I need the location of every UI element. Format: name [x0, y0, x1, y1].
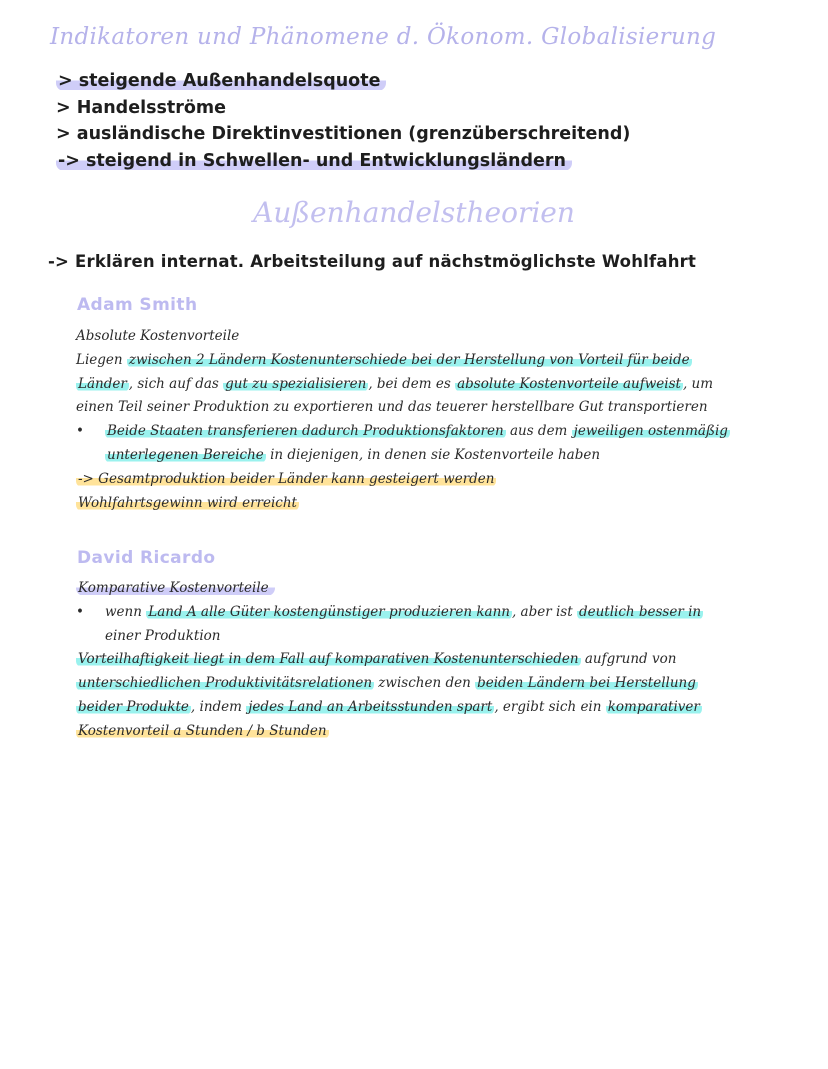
ricardo-section: [76, 577, 703, 744]
text-line: einer Produktion: [105, 627, 221, 644]
bullet-item: • wenn Land A alle Güter kostengünstiger produzieren kann , aber ist deutlich besser in: [76, 601, 703, 625]
bullet-dot: •: [76, 423, 84, 440]
indicator-list: [56, 68, 630, 174]
theory-statement: -> Erklären internat. Arbeitsteilung auf nächstmöglichste Wohlfahrt: [48, 252, 697, 271]
text-line: beider Produkte , indem jedes Land an Arbeitsstunden spart , ergibt sich ein komparativer: [78, 698, 700, 715]
text-line: einen Teil seiner Produktion zu exportieren und das teuerer herstellbare Gut transportieren: [76, 399, 708, 416]
text-line: Vorteilhaftigkeit liegt in dem Fall auf komparativen Kostenunterschieden aufgrund von: [78, 651, 677, 668]
smith-name: Adam Smith: [77, 295, 198, 315]
indicator-item: -> steigend in Schwellen- und Entwicklungsländern: [56, 148, 630, 175]
indicator-item: > steigende Außenhandelsquote: [56, 68, 630, 95]
section-title: Außenhandelstheorien: [253, 196, 575, 229]
text-line: unterschiedlichen Produktivitätsrelationen zwischen den beiden Ländern bei Herstellung: [78, 675, 696, 692]
bullet-item: • Beide Staaten transferieren dadurch Produktionsfaktoren aus dem jeweiligen ostenmäßig: [76, 420, 730, 444]
ricardo-heading: Komparative Kostenvorteile: [76, 577, 703, 601]
text-line: Liegen zwischen 2 Ländern Kostenunterschiede bei der Herstellung von Vorteil für beide: [76, 351, 690, 368]
text-line: -> Gesamtproduktion beider Länder kann gesteigert werden: [78, 470, 495, 487]
text-line: unterlegenen Bereiche in diejenigen, in denen sie Kostenvorteile haben: [107, 446, 601, 463]
ricardo-name: David Ricardo: [77, 548, 216, 568]
text-line: Länder , sich auf das gut zu spezialisieren , bei dem es absolute Kostenvorteile aufweist , um: [78, 375, 714, 392]
smith-section: [76, 325, 730, 515]
bullet-dot: •: [76, 603, 84, 620]
indicator-item: > Handelsströme: [56, 97, 227, 118]
smith-heading: Absolute Kostenvorteile: [76, 328, 240, 344]
text-line: Kostenvorteil a Stunden / b Stunden: [78, 722, 327, 739]
page-title: Indikatoren und Phänomene d. Ökonom. Globalisierung: [50, 24, 717, 50]
indicator-item: > ausländische Direktinvestitionen (grenzüberschreitend): [56, 124, 631, 144]
text-line: Wohlfahrtsgewinn wird erreicht: [78, 494, 297, 511]
